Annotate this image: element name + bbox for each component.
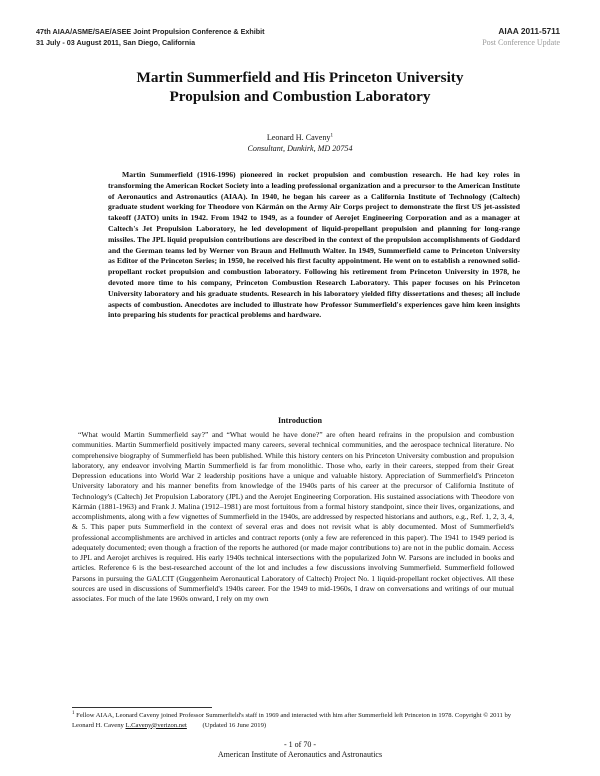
paper-id-header <box>482 26 560 48</box>
conference-name: 47th AIAA/ASME/SAE/ASEE Joint Propulsion Conference & Exhibit <box>36 27 265 36</box>
page-footer <box>60 740 540 760</box>
author-line <box>60 132 540 143</box>
abstract: Martin Summerfield (1916-1996) pioneered in rocket propulsion and combustion research. He had key roles in transforming the American Rocket Society into a leading professional organization and a precursor to the American Institute of Aeronautics and Astronautics (AIAA). In 1940, he began his career as a California Institute of Technology (Caltech) graduate student working for Theodore von Kármán on the Army Air Corps project to demonstrate the first US jet-assisted takeoff (JATO) units in 1942. From 1942 to 1949, as a founder of Aerojet Engineering Corporation and as a manager at Caltech's Jet Propulsion Laboratory, he led development of liquid-propellant propulsion and planning for long-range missiles. The JPL liquid propulsion contributions are described in the context of the propulsion accomplishments of Goddard and the German teams led by Werner von Braun and Hellmuth Walter. In 1949, Summerfield came to Princeton University as Editor of the Princeton Series; in 1950, he received his first faculty appointment. He went on to establish a renowned solid-propellant rocket propulsion and combustion laboratory. Following his retirement from Princeton University in 1978, he devoted more time to his company, Princeton Combustion Research Laboratory. This paper focuses on his Princeton University laboratory and his graduate students. Research in his laboratory yielded fifty dissertations and theses; all include aspects of combustion. Anecdotes are included to illustrate how Professor Summerfield's experiences gave him keen insights into preparing his students for practical problems and hardware. <box>108 170 520 320</box>
title-line: Martin Summerfield and His Princeton University <box>136 69 464 86</box>
update-note: Post Conference Update <box>482 38 560 47</box>
paper-number: AIAA 2011-5711 <box>498 26 560 36</box>
author-footnote-mark: 1 <box>330 132 334 139</box>
footnote-divider <box>72 707 212 708</box>
section-heading: Introduction <box>278 416 322 425</box>
footnote <box>72 711 512 730</box>
title-line: Propulsion and Combustion Laboratory <box>169 88 431 105</box>
section-body: “What would Martin Summerfield say?” and “What would he have done?” are often heard refrains in the propulsion and combustion communities. Martin Summerfield positively impacted many careers, several technical communities, and the aerospace technical literature. No comprehensive biography of Summerfield has been published. While this history centers on his Princeton University combustion and propulsion laboratory, any endeavor involving Martin Summerfield is far from monolithic. Those who, early in their careers, stepped from their Great Depression educations into World War 2 leadership positions have a unique and valuable history. Appreciation of Summerfield's Princeton University laboratory and his manner benefits from knowledge of the 1940s parts of his career at the precursor of California Institute of Technology's (Caltech) Jet Propulsion Laboratory (JPL) and the Aerojet Engineering Corporation. His sustained associations with Theodore von Kármán (1881-1963) and Frank J. Malina (1912–1981) are most fortuitous from a formal history standpoint, since their lives, organizations, and accomplishments, along with a few vignettes of Summerfield in the 1940s, are addressed by respected historians and authors, e.g., Ref. 1, 2, 3, 4, & 5. This paper puts Summerfield in the context of several eras and does not revisit what is ably documented. Most of Summerfield's professional accomplishments are archived in articles and contract reports (only a few are referenced in this paper). The 1941 to 1949 period is adequately documented; even though a fraction of the reports he authored (or made major contributions to) are not in the public domain. Access to JPL and Aerojet archives is required. His early 1940s technical intersections with the popularized John W. Parsons are included in books and articles. Reference 6 is the best-researched account of the lot and includes a few discussions involving Summerfield. Summerfield followed Parsons in pursuing the GALCIT (Guggenheim Aeronautical Laboratory of Caltech) Project No. 1 liquid-propellant rocket objectives. All these sources are used in discussions of Summerfield's 1940s career. For the 1949 to mid-1960s, I draw on conversations and writings of our mutual associates. For much of the late 1960s onward, I rely on my own <box>72 430 514 603</box>
conference-header <box>36 26 265 48</box>
footnote-mark: 1 <box>72 710 75 716</box>
footnote-updated: (Updated 16 June 2019) <box>202 721 267 729</box>
author-name: Leonard H. Caveny <box>266 133 331 142</box>
author-email-link[interactable]: L.Caveny@verizon.net <box>125 721 187 729</box>
page-number: - 1 of 70 - <box>284 740 316 749</box>
author-affiliation: Consultant, Dunkirk, MD 20754 <box>247 144 353 153</box>
footer-organization: American Institute of Aeronautics and Astronautics <box>217 750 383 759</box>
footnote-text: Fellow AIAA, Leonard Caveny joined Professor Summerfield's staff in 1969 and interacted with him after Summerfield left Princeton in 1978. Copyright © 2011 by Leonard H. Caveny <box>72 712 512 729</box>
paper-title <box>60 68 540 106</box>
conference-dates-location: 31 July - 03 August 2011, San Diego, California <box>36 38 196 47</box>
